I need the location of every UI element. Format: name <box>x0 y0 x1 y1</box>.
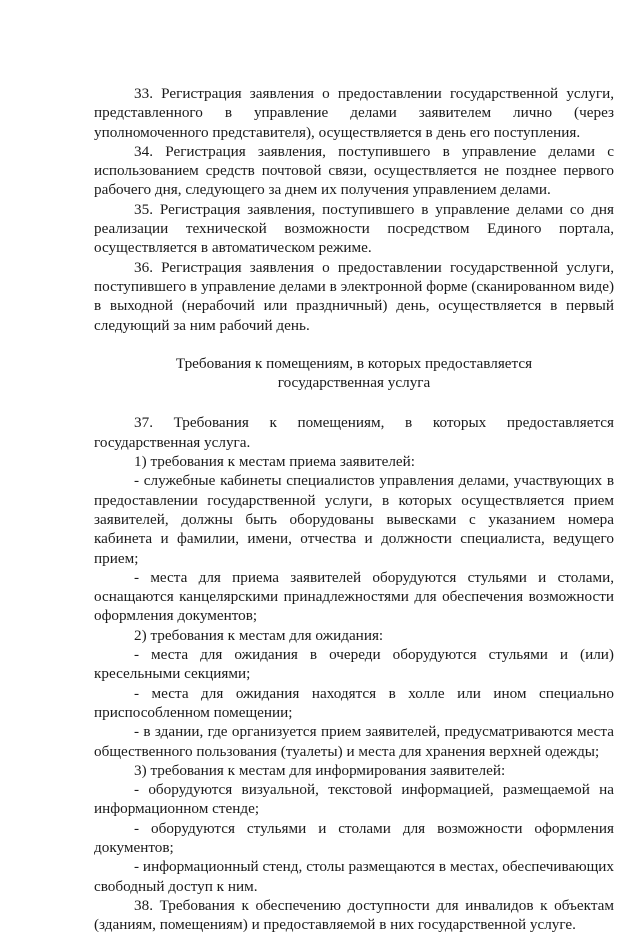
list-item: - оборудуются визуальной, текстовой информацией, размещаемой на информационном стенде; <box>94 781 614 818</box>
list-item: - места для ожидания находятся в холле или ином специально приспособленном помещении; <box>94 684 614 721</box>
paragraph-35: 35. Регистрация заявления, поступившего в управление делами со дня реализации технической возможности посредством Единого портала, осуществляется в автоматическом режиме. <box>94 200 614 257</box>
paragraph-38: 38. Требования к обеспечению доступности для инвалидов к объектам (зданиям, помещениям) и предоставляемой в них государственной услуге. <box>94 896 614 934</box>
section-heading-line-1: Требования к помещениям, в которых предоставляется <box>175 354 533 372</box>
paragraph-34: 34. Регистрация заявления, поступившего в управление делами с использованием средств почтовой связи, осуществляется не позднее первого рабочего дня, следующего за днем их получения управлением делами. <box>94 142 614 199</box>
section-heading <box>94 354 614 393</box>
paragraph-33: 33. Регистрация заявления о предоставлении государственной услуги, представленного в управление делами заявителем лично (через уполномоченного представителя), осуществляется в день его поступления. <box>94 85 614 141</box>
subitem-3-heading: 3) требования к местам для информирования заявителей: <box>134 761 506 779</box>
document-page <box>94 84 614 934</box>
paragraph-36: 36. Регистрация заявления о предоставлении государственной услуги, поступившего в управление делами в электронной форме (сканированном виде) в выходной (нерабочий или праздничный) день, осуществляется в первый следующий за ним рабочий день. <box>94 258 614 334</box>
section-heading-line-2: государственная услуга <box>277 374 431 392</box>
list-item: - служебные кабинеты специалистов управления делами, участвующих в предоставлении государственной услуги, в которых осуществляется прием заявителей, должны быть оборудованы вывесками с указанием номера кабинета и фамилии, имени, отчества и должности специалиста, ведущего прием; <box>94 472 614 567</box>
paragraph-37: 37. Требования к помещениям, в которых предоставляется государственная услуга. <box>94 414 614 451</box>
list-item: - места для ожидания в очереди оборудуются стульями и (или) кресельными секциями; <box>94 646 614 683</box>
list-item: - места для приема заявителей оборудуются стульями и столами, оснащаются канцелярскими принадлежностями для обеспечения возможности оформления документов; <box>94 568 614 625</box>
list-item: - в здании, где организуется прием заявителей, предусматриваются места общественного пользования (туалеты) и места для хранения верхней одежды; <box>94 723 614 760</box>
list-item: - информационный стенд, столы размещаются в местах, обеспечивающих свободный доступ к ним. <box>94 858 614 895</box>
subitem-2-heading: 2) требования к местам для ожидания: <box>134 626 384 644</box>
subitem-1-heading: 1) требования к местам приема заявителей: <box>134 453 415 471</box>
list-item: - оборудуются стульями и столами для возможности оформления документов; <box>94 819 614 856</box>
